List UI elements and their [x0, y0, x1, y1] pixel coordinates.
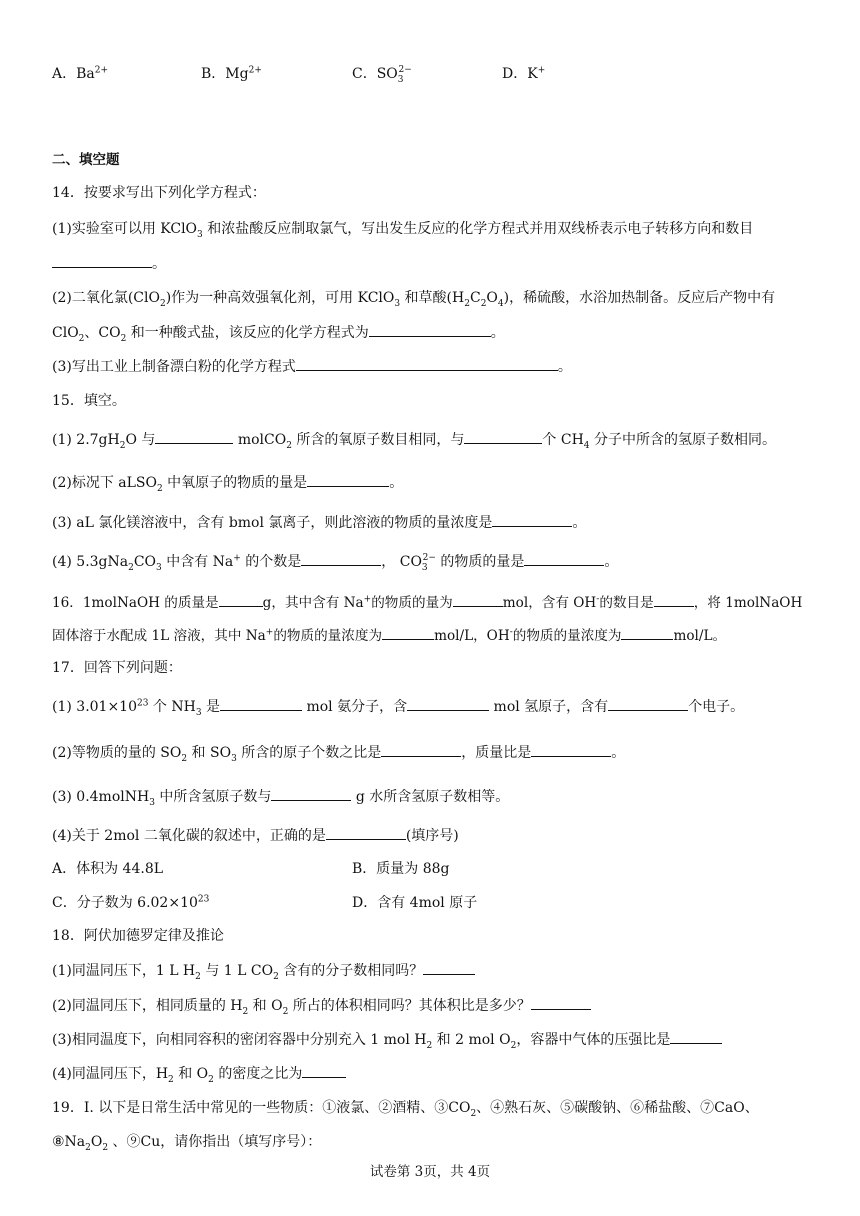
answer-blank[interactable]: [220, 696, 302, 711]
section-title: 二、填空题: [52, 152, 120, 168]
answer-blank[interactable]: [654, 592, 694, 607]
answer-blank[interactable]: [302, 1063, 346, 1078]
q18-part1: (1)同温同压下，1 L $H_2$ 与 1 L $CO_2$ 含有的分子数相同吗？: [52, 960, 475, 981]
q18-part4: (4)同温同压下，$H_2$ 和 $O_2$ 的密度之比为: [52, 1063, 346, 1084]
q15-part4: (4) $5.3gNa_2CO_3$ 中含有 Na+ 的个数是 ， $CO_3^{2-}$ 的物质的量是 。: [52, 551, 618, 572]
q17-option-d: D．含有 4mol 原子: [352, 895, 478, 911]
answer-blank[interactable]: [531, 742, 611, 757]
q17-part2: (2)等物质的量的 $SO_2$ 和 $SO_3$ 所含的原子个数之比是 ，质量比是 。: [52, 742, 625, 763]
answer-blank[interactable]: [52, 253, 152, 268]
answer-blank[interactable]: [155, 429, 233, 444]
page-footer: 试卷第 3页，共 4页: [369, 1164, 491, 1180]
option-b: B．$Mg^{2+}$: [201, 65, 262, 82]
q19-line2: $⑧Na_2O_2$ 、⑨Cu，请你指出（填写序号）：: [52, 1134, 322, 1153]
option-d: D．K+: [502, 65, 546, 82]
answer-blank[interactable]: [301, 551, 381, 566]
q18-part2: (2)同温同压下，相同质量的 $H_2$ 和 $O_2$ 所占的体积相同吗？其体积比是多少？: [52, 995, 591, 1016]
q14-part2: (2)二氧化氯(ClO$_2$)作为一种高效强氧化剂，可用 KClO$_3$ 和草酸$(H_2C_2O_4)$，稀硫酸，水浴加热制备。反应后产物中有: [52, 290, 776, 309]
q18-stem: 18．阿伏加德罗定律及推论: [52, 928, 224, 944]
q17-part1: (1) $3.01\times 10^{23}$ 个 $NH_3$ 是 mol 氨分子，含 mol 氢原子，含有 个电子。: [52, 696, 744, 717]
q14-part1-answer: 。: [52, 253, 166, 274]
answer-blank[interactable]: [621, 625, 673, 640]
answer-blank[interactable]: [326, 825, 406, 840]
q17-part3: (3) 0.4molNH$_3$ 中所含氢原子数与 g 水所含氢原子数相等。: [52, 786, 509, 807]
option-a: A．$Ba^{2+}$: [52, 65, 109, 82]
option-c: C．$SO_3^{2-}$: [352, 65, 412, 85]
answer-blank[interactable]: [531, 995, 591, 1010]
answer-blank[interactable]: [407, 696, 489, 711]
answer-blank[interactable]: [670, 1029, 722, 1044]
q18-part3: (3)相同温度下，向相同容积的密闭容器中分别充入 1 mol $H_2$ 和 2 mol $O_2$，容器中气体的压强比是: [52, 1029, 722, 1050]
answer-blank[interactable]: [271, 786, 351, 801]
answer-blank[interactable]: [464, 429, 542, 444]
q17-option-b: B．质量为 88g: [352, 861, 450, 877]
answer-blank[interactable]: [307, 472, 389, 487]
q15-part3: (3) aL 氯化镁溶液中，含有 bmol 氯离子，则此溶液的物质的量浓度是 。: [52, 512, 586, 533]
q14-stem: 14．按要求写出下列化学方程式：: [52, 185, 266, 201]
q17-stem: 17．回答下列问题：: [52, 660, 182, 676]
q17-option-a: A．体积为 44.8L: [52, 861, 164, 877]
answer-blank[interactable]: [423, 960, 475, 975]
answer-blank[interactable]: [453, 592, 503, 607]
q15-stem: 15．填空。: [52, 393, 126, 409]
answer-blank[interactable]: [492, 512, 572, 527]
answer-blank[interactable]: [608, 696, 688, 711]
q14-part2-cont: ClO$_2$、$CO_2$ 和一种酸式盐，该反应的化学方程式为 。: [52, 322, 505, 343]
answer-blank[interactable]: [296, 356, 558, 371]
q15-part1: (1) $2.7gH_2O$ 与 molCO$_2$ 所含的氧原子数目相同，与 个 $CH_4$ 分子中所含的氢原子数相同。: [52, 429, 776, 450]
answer-blank[interactable]: [524, 551, 604, 566]
q17-option-c: C．分子数为 $6.02\times 10^{23}$: [52, 894, 210, 911]
answer-blank[interactable]: [219, 592, 263, 607]
q17-part4: (4)关于 2mol 二氧化碳的叙述中，正确的是 (填序号): [52, 825, 459, 846]
q14-part1: (1)实验室可以用 KClO$_3$ 和浓盐酸反应制取氯气，写出发生反应的化学方程式并用双线桥表示电子转移方向和数目: [52, 221, 754, 240]
q16-line1: 16．1molNaOH 的质量是 g，其中含有 Na+的物质的量为 mol，含有 OH-的数目是 ，将 1molNaOH: [52, 592, 802, 613]
q19-line1: 19．I. 以下是日常生活中常见的一些物质：①液氯、②酒精、$③CO_2$、④熟石灰、⑤碳酸钠、⑥稀盐酸、⑦CaO、: [52, 1100, 759, 1119]
q16-line2: 固体溶于水配成 1L 溶液，其中 Na+的物质的量浓度为 mol/L，OH-的物质的量浓度为 mol/L。: [52, 625, 726, 646]
answer-blank[interactable]: [382, 625, 434, 640]
q15-part2: (2)标况下 aLSO$_2$ 中氧原子的物质的量是 。: [52, 472, 403, 493]
q14-part3: (3)写出工业上制备漂白粉的化学方程式 。: [52, 356, 572, 377]
answer-blank[interactable]: [369, 322, 491, 337]
answer-blank[interactable]: [381, 742, 461, 757]
